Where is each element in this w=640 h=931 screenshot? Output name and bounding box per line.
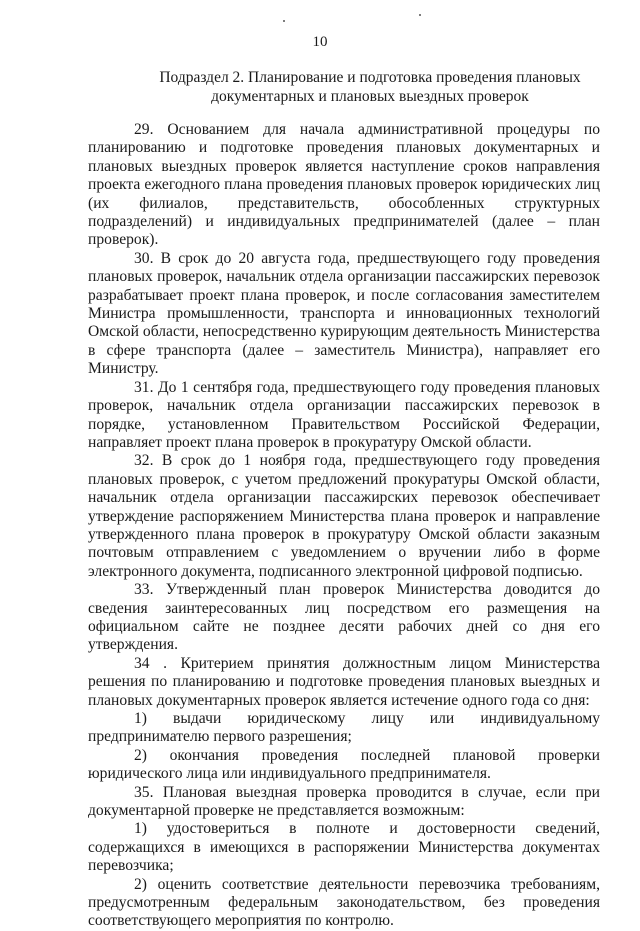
document-body bbox=[88, 121, 600, 931]
paragraph-29: 29. Основанием для начала административной процедуры по планированию и подготовке проведения плановых документарных и плановых выездных проверок является наступление сроков направления проекта ежегодного плана проведения плановых проверок юридических лиц (их филиалов, представительств, обособленных структурных подразделений) и индивидуальных предпринимателей (далее – план проверок). bbox=[88, 121, 600, 249]
scan-speck bbox=[283, 20, 285, 22]
scan-speck bbox=[419, 14, 421, 16]
paragraph-31: 31. До 1 сентября года, предшествующего году проведения плановых проверок, начальник отдела организации пассажирских перевозок в порядке, установленном Правительством Российской Федерации, направляет проект плана проверок в прокуратуру Омской области. bbox=[88, 378, 600, 451]
paragraph-34: 34 . Критерием принятия должностным лицом Министерства решения по планированию и подготовке проведения плановых выездных и плановых документарных проверок является истечение одного года со дня: bbox=[88, 654, 600, 709]
section-heading-line-2: документарных и плановых выездных проверок bbox=[211, 88, 529, 105]
section-heading bbox=[150, 68, 590, 106]
paragraph-35-item-2: 2) оценить соответствие деятельности перевозчика требованиям, предусмотренным федеральным законодательством, без проведения соответствующего мероприятия по контролю. bbox=[88, 875, 600, 930]
paragraph-34-item-1: 1) выдачи юридическому лицу или индивидуальному предпринимателю первого разрешения; bbox=[88, 710, 600, 746]
paragraph-35-item-1: 1) удостовериться в полноте и достоверности сведений, содержащихся в имеющихся в распоряжении Министерства документах перевозчика; bbox=[88, 820, 600, 875]
paragraph-33: 33. Утвержденный план проверок Министерства доводится до сведения заинтересованных лиц посредством его размещения на официальном сайте не позднее десяти рабочих дней со дня его утверждения. bbox=[88, 581, 600, 654]
section-heading-line-1: Подраздел 2. Планирование и подготовка проведения плановых bbox=[159, 69, 581, 86]
paragraph-32: 32. В срок до 1 ноября года, предшествующего году проведения плановых проверок, с учетом предложений прокуратуры Омской области, начальник отдела организации пассажирских перевозок обеспечивает утверждение распоряжением Министерства плана проверок и направление утвержденного плана проверок в прокуратуру Омской области заказным почтовым отправлением с уведомлением о вручении либо в форме электронного документа, подписанного электронной цифровой подписью. bbox=[88, 452, 600, 580]
paragraph-30: 30. В срок до 20 августа года, предшествующего году проведения плановых проверок, начальник отдела организации пассажирских перевозок разрабатывает проект плана проверок, и после согласования заместителем Министра промышленности, транспорта и инновационных технологий Омской области, непосредственно курирующим деятельность Министерства в сфере транспорта (далее – заместитель Министра), направляет его Министру. bbox=[88, 249, 600, 378]
page-number: 10 bbox=[312, 34, 328, 50]
paragraph-34-item-2: 2) окончания проведения последней плановой проверки юридического лица или индивидуального предпринимателя. bbox=[88, 746, 600, 783]
paragraph-35: 35. Плановая выездная проверка проводится в случае, если при документарной проверке не представляется возможным: bbox=[88, 783, 600, 820]
